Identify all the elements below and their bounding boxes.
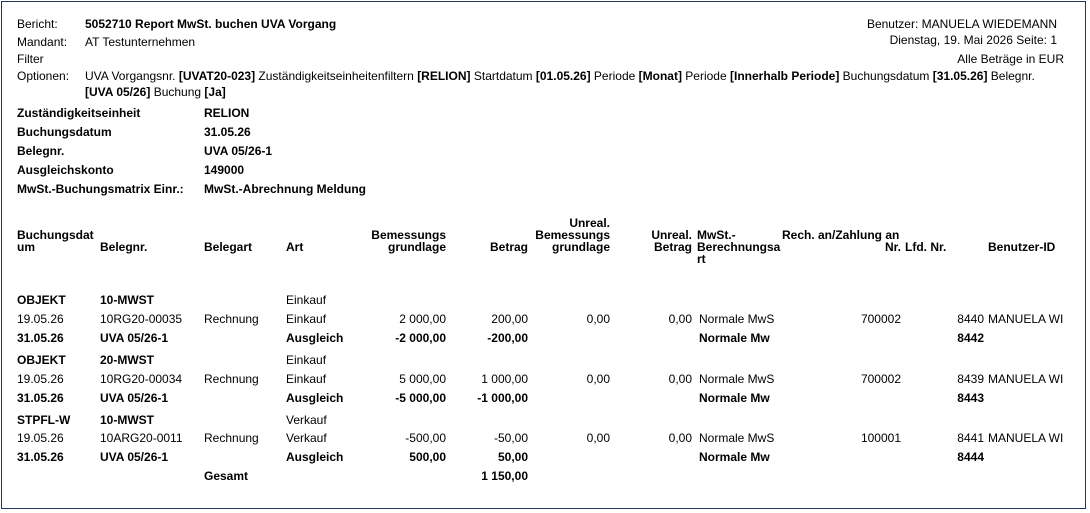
row-unreal-bemessung: 0,00 [586, 372, 610, 386]
row-art: Ausgleich [286, 331, 344, 345]
col-bemessungsgrundlage: Bemessungs grundlage [371, 228, 446, 254]
row-belegnr: 10ARG20-0011 [100, 431, 183, 445]
col-belegart: Belegart [204, 240, 253, 254]
datum-seite: Dienstag, 19. Mai 2026 Seite: 1 [889, 33, 1057, 47]
row-buchungsdatum: 19.05.26 [17, 372, 64, 386]
col-buchungsdatum: Buchungsdat um [17, 228, 94, 254]
row-buchungsdatum: 31.05.26 [17, 331, 64, 345]
group-tax-code: 20-MWST [100, 353, 154, 367]
row-nr: 700002 [860, 372, 901, 386]
info-value: MwSt.-Abrechnung Meldung [204, 182, 366, 196]
info-label: Ausgleichskonto [17, 163, 114, 177]
col-nr: Nr. [884, 240, 901, 254]
row-lfd-nr: 8439 [957, 372, 984, 386]
row-unreal-betrag: 0,00 [668, 312, 692, 326]
row-belegnr: UVA 05/26-1 [100, 450, 169, 464]
row-belegnr: UVA 05/26-1 [100, 391, 169, 405]
row-buchungsdatum: 19.05.26 [17, 431, 64, 445]
row-bemessungsgrundlage: -500,00 [405, 431, 446, 445]
row-bemessungsgrundlage: 500,00 [409, 450, 446, 464]
col-lfd-nr: Lfd. Nr. [905, 240, 947, 254]
row-benutzer-id: MANUELA WI [988, 372, 1064, 386]
row-betrag: -50,00 [493, 431, 528, 445]
col-mwst-berechnungsart: MwSt.- Berechnungsa rt [697, 228, 781, 266]
mandant-label: Mandant: [17, 35, 68, 49]
info-label: Belegnr. [17, 144, 65, 158]
row-unreal-bemessung: 0,00 [586, 431, 610, 445]
row-lfd-nr: 8442 [957, 331, 984, 345]
row-lfd-nr: 8443 [957, 391, 984, 405]
row-unreal-betrag: 0,00 [668, 431, 692, 445]
bericht-label: Bericht: [17, 17, 58, 31]
row-belegnr: UVA 05/26-1 [100, 331, 169, 345]
report-title: 5052710 Report MwSt. buchen UVA Vorgang [85, 17, 337, 31]
row-betrag: 200,00 [491, 312, 528, 326]
info-value: 149000 [204, 163, 245, 177]
row-betrag: -1 000,00 [477, 391, 528, 405]
col-benutzer-id: Benutzer-ID [988, 240, 1056, 254]
row-bemessungsgrundlage: 2 000,00 [399, 312, 446, 326]
total-label: Gesamt [204, 469, 249, 483]
row-art: Verkauf [286, 431, 327, 445]
row-art: Einkauf [286, 372, 327, 386]
group-code: OBJEKT [17, 293, 66, 307]
col-unreal-bemessungsgrundlage: Unreal. Bemessungs grundlage [535, 216, 610, 254]
row-bemessungsgrundlage: -5 000,00 [395, 391, 446, 405]
info-label: Buchungsdatum [17, 125, 112, 139]
optionen-line-1: UVA Vorgangsnr. [UVAT20-023] Zuständigkeitseinheitenfiltern [RELION] Startdatum [01.05.26] Periode [Monat] Periode [Innerhalb Periode] Buchungsdatum [31.05.26] Belegnr. [85, 69, 1035, 83]
group-tax-code: 10-MWST [100, 413, 154, 427]
row-betrag: 1 000,00 [481, 372, 528, 386]
col-unreal-betrag: Unreal. Betrag [651, 228, 692, 254]
row-mwst-berechnungsart: Normale MwS [699, 312, 775, 326]
total-value: 1 150,00 [481, 469, 528, 483]
row-benutzer-id: MANUELA WI [988, 312, 1064, 326]
row-mwst-berechnungsart: Normale Mw [699, 391, 770, 405]
row-unreal-betrag: 0,00 [668, 372, 692, 386]
mandant-value: AT Testunternehmen [85, 35, 196, 49]
info-value: RELION [204, 106, 250, 120]
col-rech-an: Rech. an/Zahlung an [782, 228, 900, 242]
row-nr: 100001 [860, 431, 901, 445]
col-art: Art [286, 240, 304, 254]
group-tax-code: 10-MWST [100, 293, 154, 307]
row-betrag: 50,00 [497, 450, 528, 464]
row-buchungsdatum: 19.05.26 [17, 312, 64, 326]
row-belegart: Rechnung [204, 312, 259, 326]
info-value: 31.05.26 [204, 125, 251, 139]
col-betrag: Betrag [489, 240, 528, 254]
group-code: OBJEKT [17, 353, 66, 367]
row-mwst-berechnungsart: Normale MwS [699, 372, 775, 386]
betraege-note: Alle Beträge in EUR [957, 52, 1064, 66]
row-art: Ausgleich [286, 450, 344, 464]
row-belegart: Rechnung [204, 431, 259, 445]
row-lfd-nr: 8441 [957, 431, 984, 445]
group-art: Einkauf [286, 353, 327, 367]
row-mwst-berechnungsart: Normale Mw [699, 450, 770, 464]
group-code: STPFL-W [17, 413, 71, 427]
group-art: Einkauf [286, 293, 327, 307]
row-art: Einkauf [286, 312, 327, 326]
filter-label: Filter [17, 52, 44, 66]
info-label: MwSt.-Buchungsmatrix Einr.: [17, 182, 184, 196]
row-benutzer-id: MANUELA WI [988, 431, 1064, 445]
row-bemessungsgrundlage: 5 000,00 [399, 372, 446, 386]
row-belegnr: 10RG20-00035 [100, 312, 183, 326]
benutzer-label: Benutzer: MANUELA WIEDEMANN [866, 17, 1057, 31]
info-label: Zuständigkeitseinheit [17, 106, 141, 120]
row-lfd-nr: 8444 [957, 450, 984, 464]
row-buchungsdatum: 31.05.26 [17, 391, 64, 405]
row-buchungsdatum: 31.05.26 [17, 450, 64, 464]
row-bemessungsgrundlage: -2 000,00 [395, 331, 446, 345]
row-unreal-bemessung: 0,00 [586, 312, 610, 326]
optionen-label: Optionen: [17, 69, 70, 83]
info-value: UVA 05/26-1 [204, 144, 273, 158]
row-belegnr: 10RG20-00034 [100, 372, 183, 386]
col-belegnr: Belegnr. [100, 240, 148, 254]
group-art: Verkauf [286, 413, 327, 427]
row-mwst-berechnungsart: Normale Mw [699, 331, 770, 345]
row-belegart: Rechnung [204, 372, 259, 386]
row-lfd-nr: 8440 [957, 312, 984, 326]
row-betrag: -200,00 [487, 331, 528, 345]
optionen-line-2: [UVA 05/26] Buchung [Ja] [85, 85, 226, 99]
row-art: Ausgleich [286, 391, 344, 405]
row-nr: 700002 [860, 312, 901, 326]
row-mwst-berechnungsart: Normale MwS [699, 431, 775, 445]
